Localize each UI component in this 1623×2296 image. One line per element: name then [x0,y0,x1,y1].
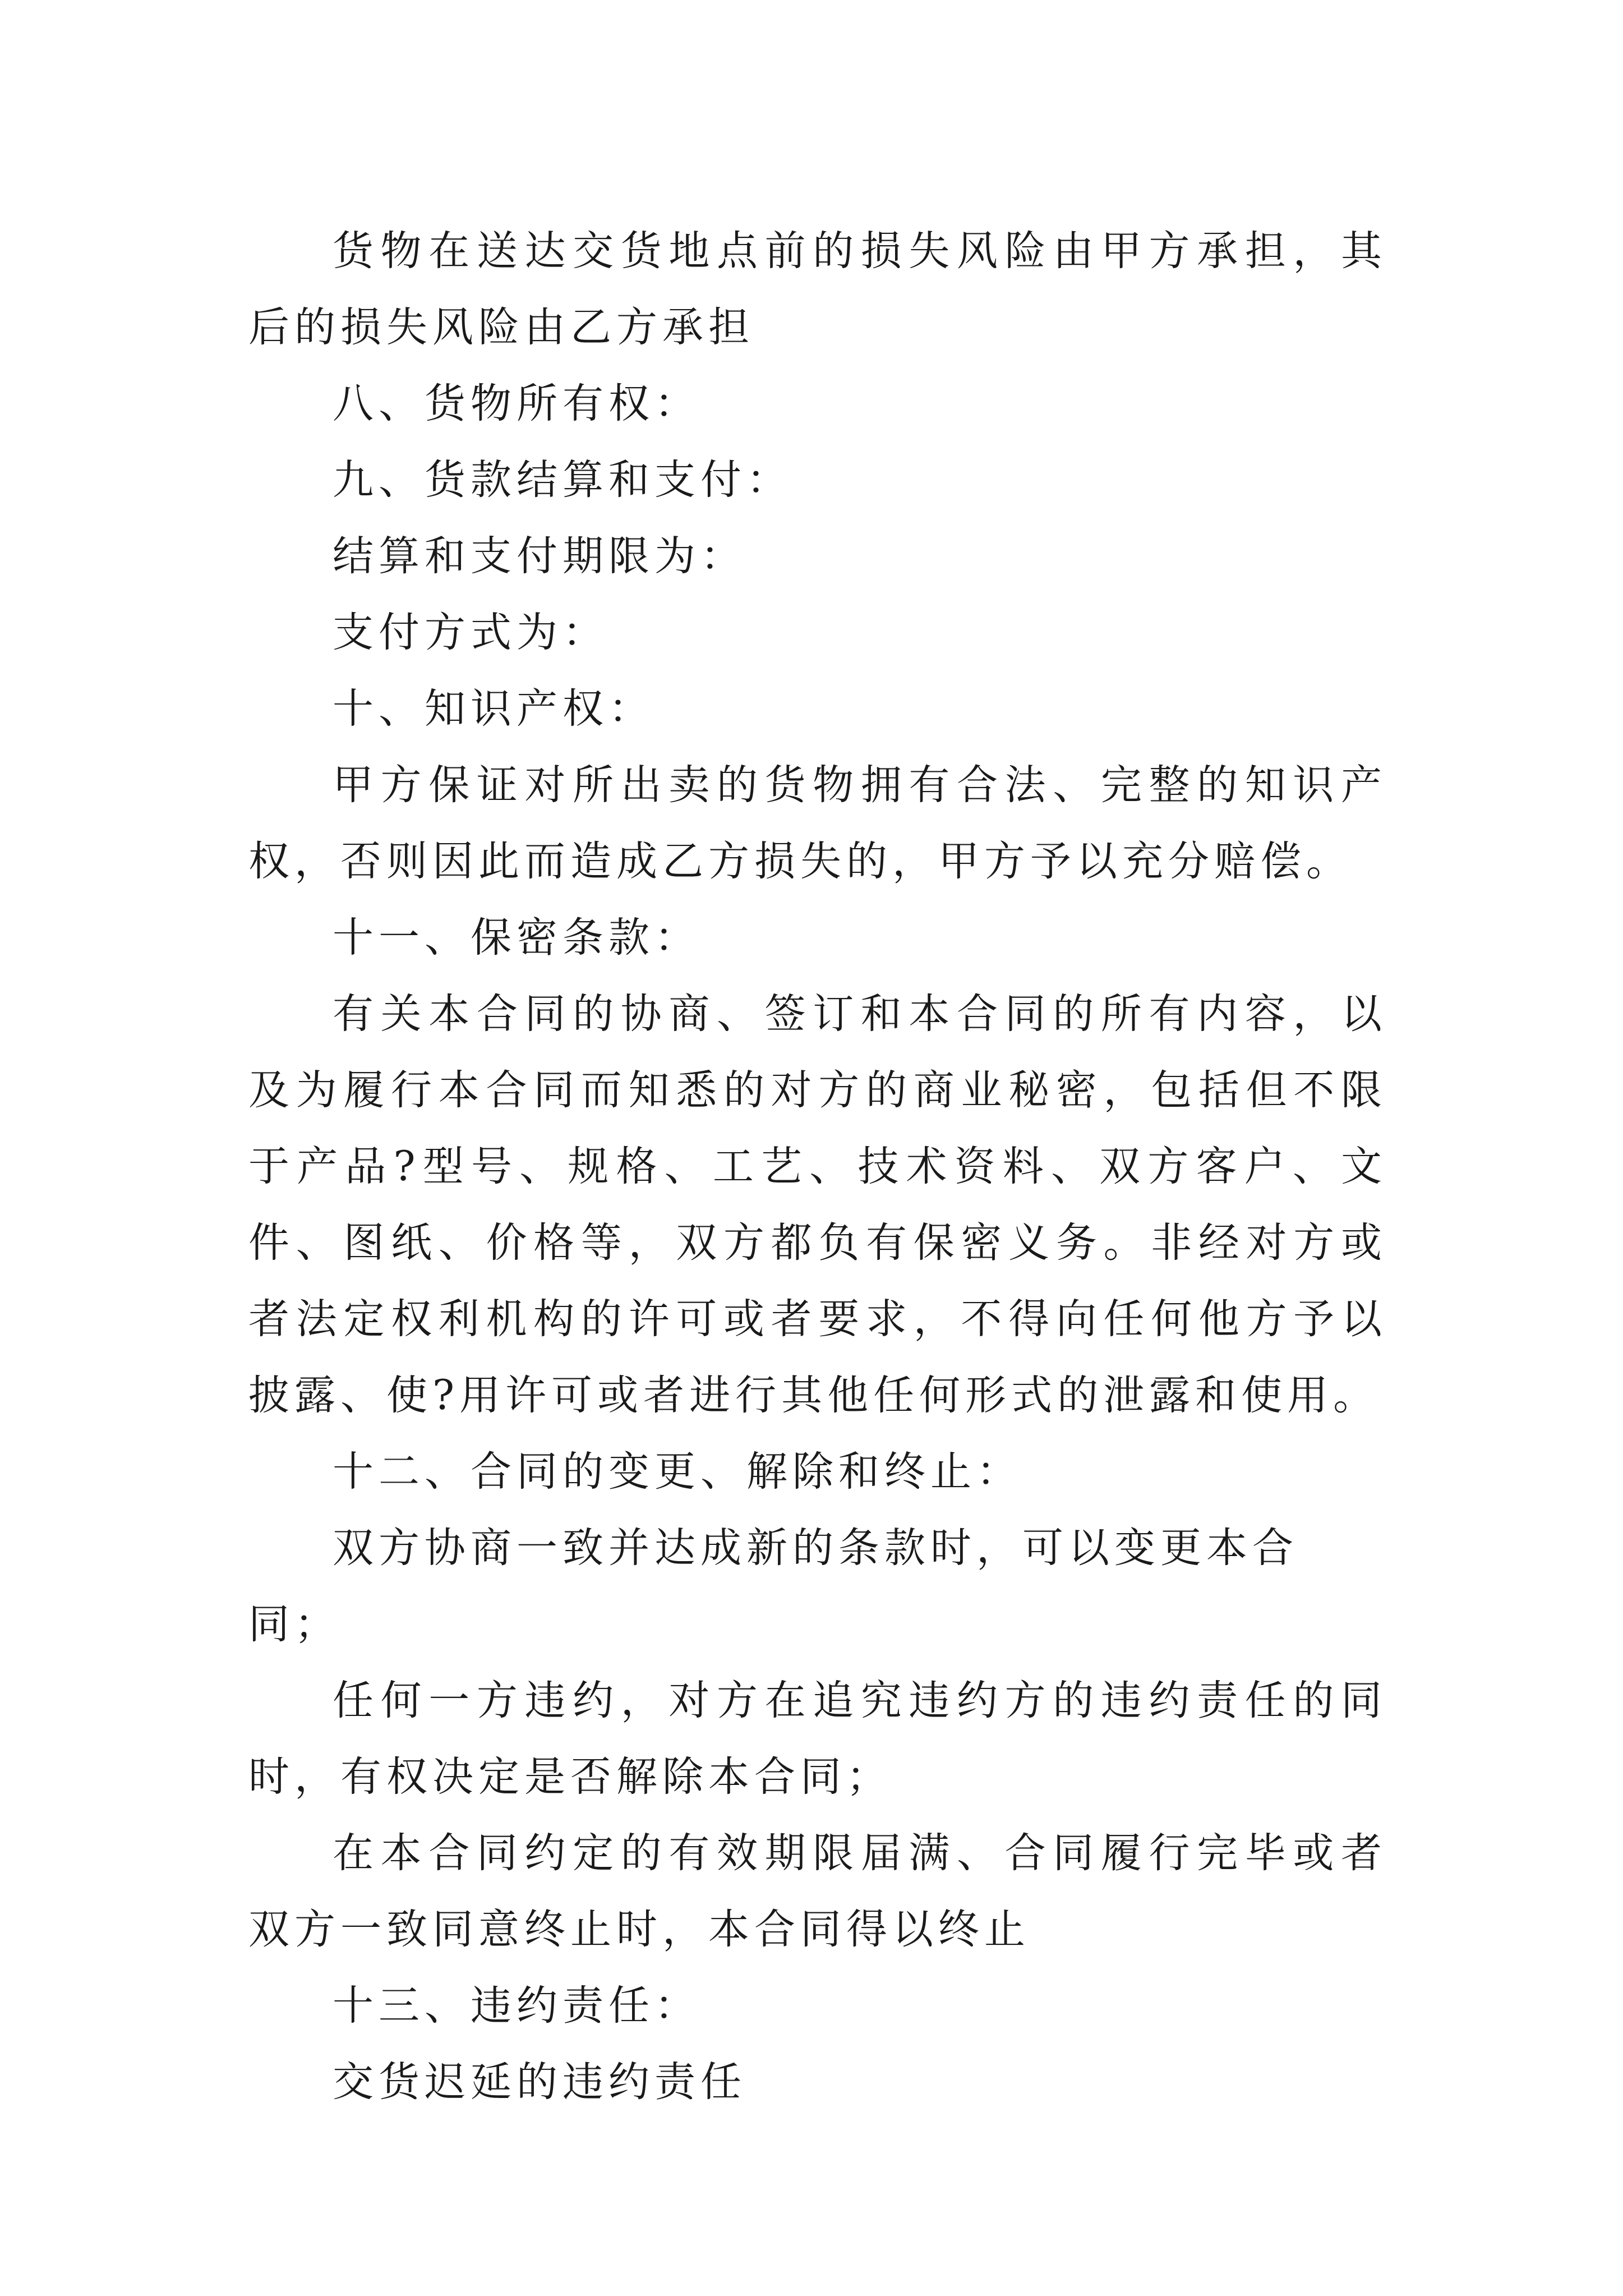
heading-change-termination: 十二、合同的变更、解除和终止： [333,1448,1022,1496]
heading-intellectual-property: 十、知识产权： [333,685,654,733]
heading-ownership: 八、货物所有权： [333,380,700,427]
paragraph-payment-term: 结算和支付期限为： [333,532,746,580]
heading-confidentiality: 十一、保密条款： [333,914,700,961]
paragraph-payment-method: 支付方式为： [333,609,608,656]
paragraph-expiry-termination: 在本合同约定的有效期限届满、合同履行完毕或者双方一致同意终止时，本合同得以终止 [248,1829,1387,1953]
paragraph-late-delivery: 交货迟延的违约责任 [333,2058,746,2106]
heading-liability: 十三、违约责任： [333,1982,700,2030]
document-body [248,213,1387,2120]
paragraph-breach-termination: 任何一方违约，对方在追究违约方的违约责任的同时，有权决定是否解除本合同； [248,1677,1387,1801]
paragraph-ip-warranty: 甲方保证对所出卖的货物拥有合法、完整的知识产权，否则因此而造成乙方损失的，甲方予以充分赔偿。 [248,761,1387,885]
paragraph-confidentiality: 有关本合同的协商、签订和本合同的所有内容，以及为履行本合同而知悉的对方的商业秘密，包括但不限于产品?型号、规格、工艺、技术资料、双方客户、文件、图纸、价格等，双方都负有保密义务。非经对方或者法定权利机构的许可或者要求，不得向任何他方予以披露、使?用许可或者进行其他任何形式的泄露和使用。 [248,990,1387,1419]
heading-settlement-payment: 九、货款结算和支付： [333,456,792,504]
paragraph-risk-of-loss: 货物在送达交货地点前的损失风险由甲方承担，其后的损失风险由乙方承担 [248,227,1387,351]
paragraph-change-by-agreement: 双方协商一致并达成新的条款时，可以变更本合同； [248,1524,1298,1648]
